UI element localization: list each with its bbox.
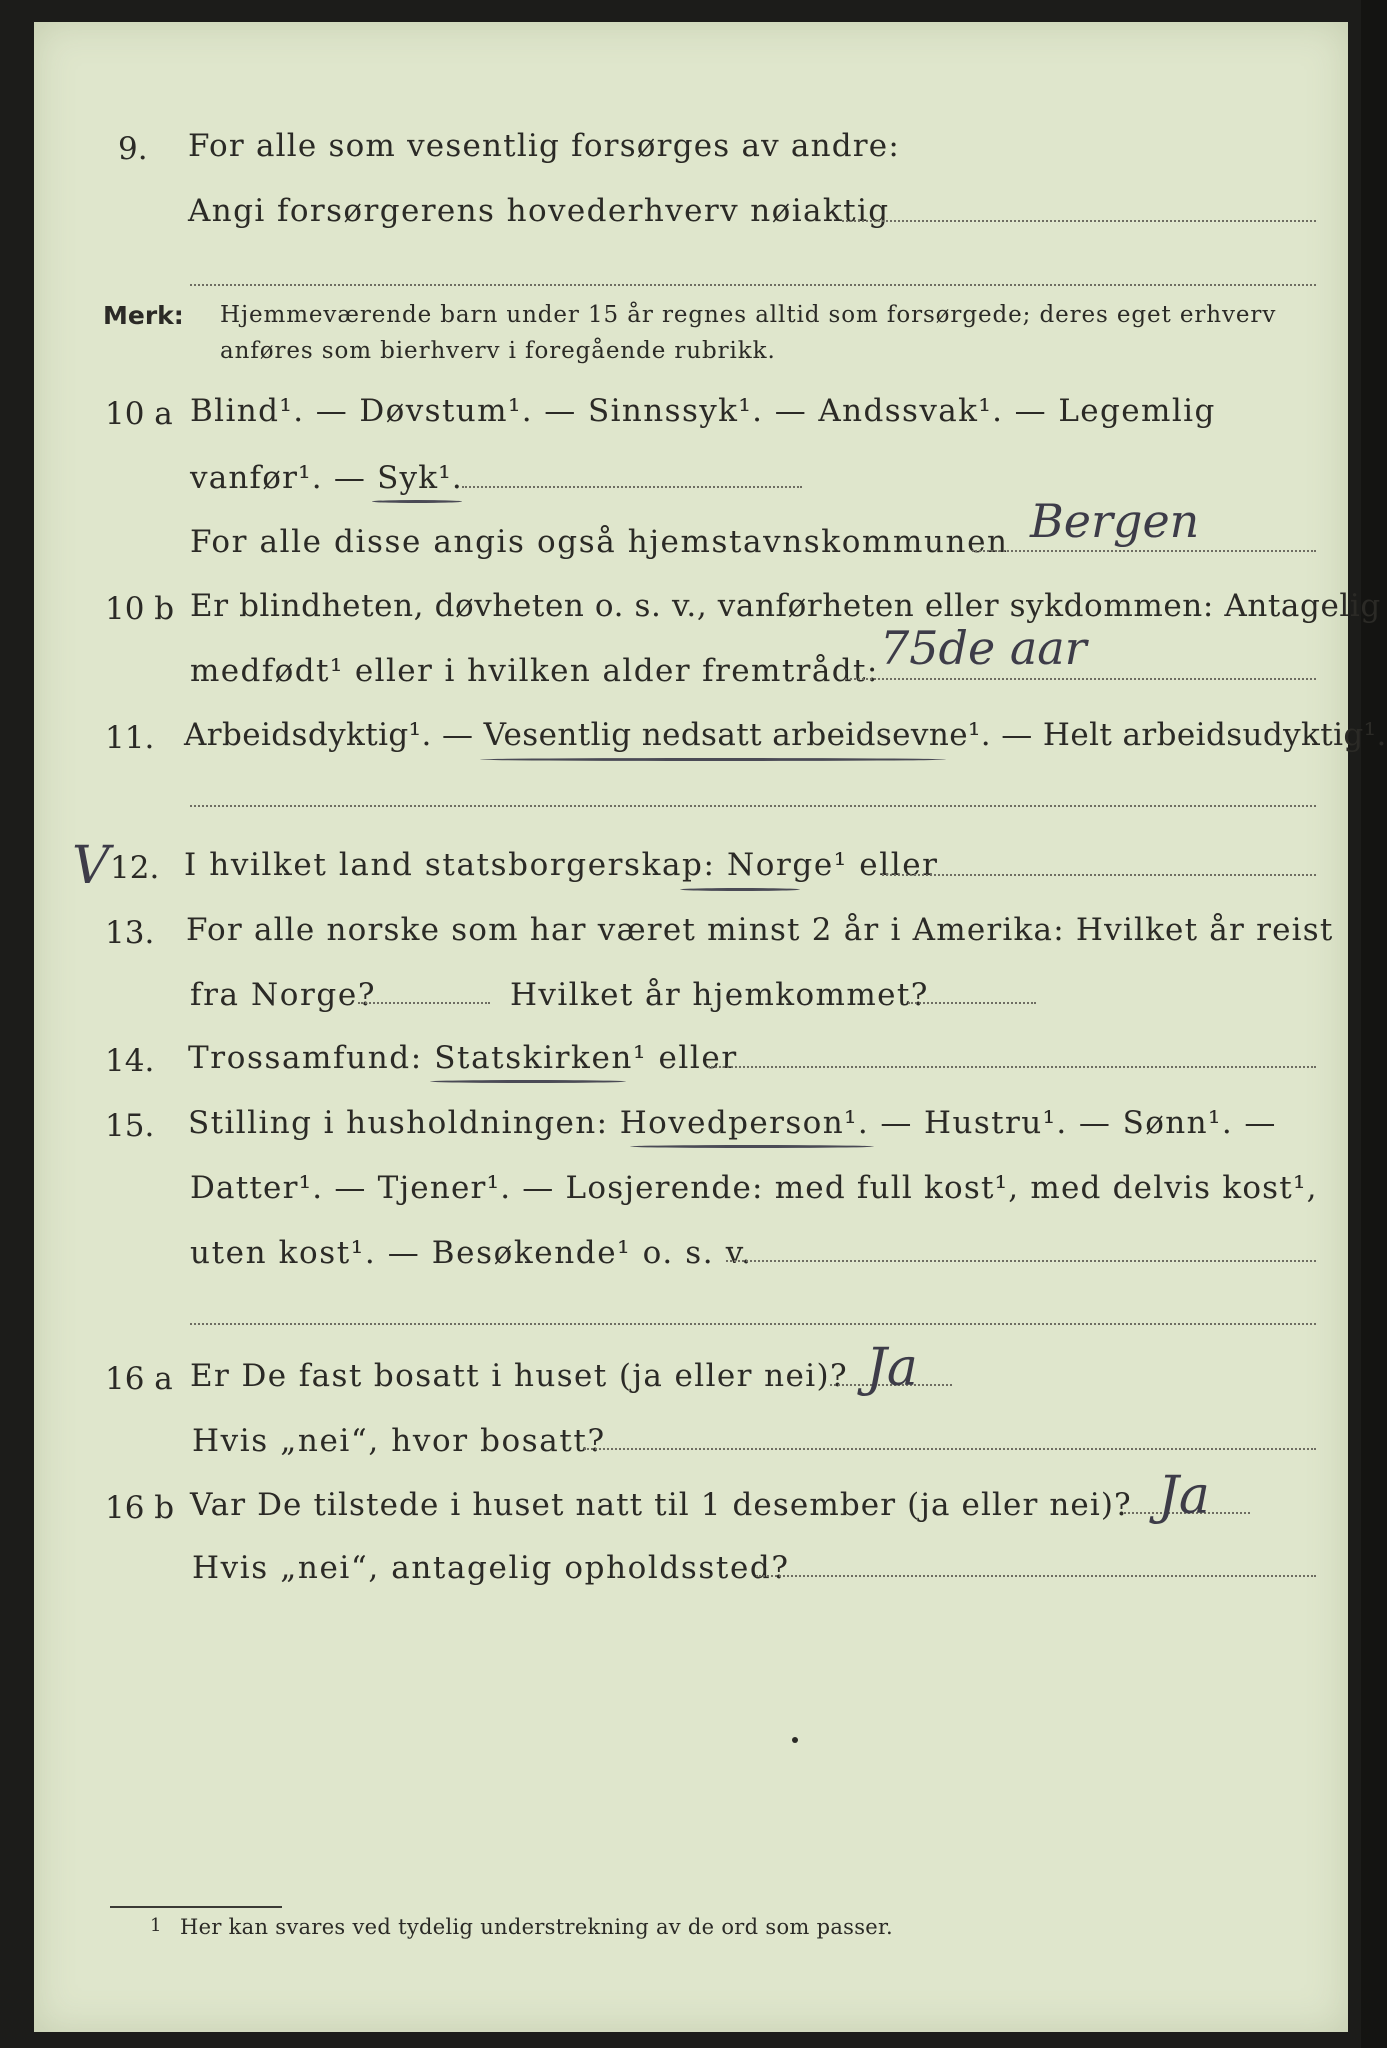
q9-answer-line: [842, 220, 1316, 222]
q12-checkmark: V: [72, 836, 110, 896]
q16b-text-2: Hvis „nei“, antagelig opholdssted?: [192, 1550, 790, 1586]
q11-underline-answer: [480, 758, 946, 761]
q10a-answer-line: [462, 486, 802, 488]
ink-dot: [792, 1737, 798, 1743]
q13-hjemkommet-line: [908, 1002, 1036, 1004]
q13-number: 13.: [105, 915, 155, 951]
q16a-bosatt-line: [584, 1448, 1316, 1450]
q15-answer-line: [726, 1260, 1316, 1262]
q10a-text-3: For alle disse angis også hjemstavnskommunen: [190, 524, 1009, 560]
q11-text-1: Arbeidsdyktig¹. — Vesentlig nedsatt arbeidsevne¹. — Helt arbeidsudyktig¹.: [184, 717, 1387, 753]
q9-text-1: For alle som vesentlig forsørges av andre:: [188, 128, 900, 164]
q13-text-2a: fra Norge?: [190, 977, 377, 1013]
footnote-text: Her kan svares ved tydelig understrekning av de ord som passer.: [180, 1915, 894, 1939]
q12-number: 12.: [110, 850, 160, 886]
q16a-handwritten-answer: Ja: [866, 1338, 918, 1398]
q13-text-1: For alle norske som har været minst 2 år i Amerika: Hvilket år reist: [186, 912, 1334, 948]
q10a-kommune-line: [972, 550, 1316, 552]
q16b-handwritten-answer: Ja: [1158, 1466, 1210, 1526]
q16a-text-2: Hvis „nei“, hvor bosatt?: [192, 1423, 606, 1459]
q15-text-1: Stilling i husholdningen: Hovedperson¹. — Hustru¹. — Sønn¹. —: [188, 1105, 1277, 1141]
q15-underline-hovedperson: [630, 1145, 874, 1148]
q11-answer-line: [190, 805, 1316, 807]
merk-text-2: anføres som bierhverv i foregående rubrikk.: [220, 338, 776, 364]
q10a-handwritten-answer: Bergen: [1030, 494, 1200, 548]
q10a-number: 10 a: [105, 396, 173, 432]
q15-text-2: Datter¹. — Tjener¹. — Losjerende: med full kost¹, med delvis kost¹,: [190, 1170, 1318, 1206]
q12-underline-norge: [680, 888, 800, 891]
q9-text-2: Angi forsørgerens hovederhverv nøiaktig: [188, 193, 890, 229]
q16a-number: 16 a: [105, 1361, 173, 1397]
q16b-text-1: Var De tilstede i huset natt til 1 desember (ja eller nei)?: [190, 1487, 1132, 1523]
q10b-text-2: medfødt¹ eller i hvilken alder fremtrådt:: [190, 653, 879, 689]
q10b-handwritten-answer: 75de aar: [880, 621, 1087, 675]
q12-answer-line: [882, 874, 1316, 876]
q14-text-1: Trossamfund: Statskirken¹ eller: [188, 1040, 738, 1076]
q9-number: 9.: [118, 131, 148, 167]
q16b-opholdssted-line: [756, 1575, 1316, 1577]
q10b-answer-line: [845, 678, 1316, 680]
q10a-text-2: vanfør¹. — Syk¹.: [190, 460, 463, 496]
q14-answer-line: [708, 1066, 1316, 1068]
q11-number: 11.: [105, 720, 155, 756]
q16b-number: 16 b: [105, 1490, 175, 1526]
q9-answer-line-2: [190, 284, 1316, 286]
q16a-text-1: Er De fast bosatt i huset (ja eller nei)?: [190, 1358, 849, 1394]
merk-label: Merk:: [103, 301, 184, 330]
q12-text-1: I hvilket land statsborgerskap: Norge¹ eller: [184, 847, 939, 883]
scan-edge: [1361, 0, 1387, 2048]
q10a-underline-syk: [372, 500, 462, 503]
q14-underline-statskirken: [430, 1080, 626, 1083]
q10b-text-1: Er blindheten, døvheten o. s. v., vanførheten eller sykdommen: Antagelig: [190, 588, 1381, 624]
footnote-rule: [110, 1906, 282, 1908]
q15-text-3: uten kost¹. — Besøkende¹ o. s. v.: [190, 1235, 753, 1271]
q14-number: 14.: [105, 1043, 155, 1079]
q13-text-2b: Hvilket år hjemkommet?: [510, 977, 929, 1013]
q10b-number: 10 b: [105, 591, 175, 627]
q15-answer-line-2: [190, 1323, 1316, 1325]
merk-text-1: Hjemmeværende barn under 15 år regnes alltid som forsørgede; deres eget erhverv: [220, 302, 1277, 328]
q10a-text-1: Blind¹. — Døvstum¹. — Sinnssyk¹. — Andssvak¹. — Legemlig: [190, 393, 1216, 429]
footnote-marker: 1: [150, 1915, 162, 1936]
q13-reist-line: [358, 1002, 490, 1004]
q15-number: 15.: [105, 1108, 155, 1144]
